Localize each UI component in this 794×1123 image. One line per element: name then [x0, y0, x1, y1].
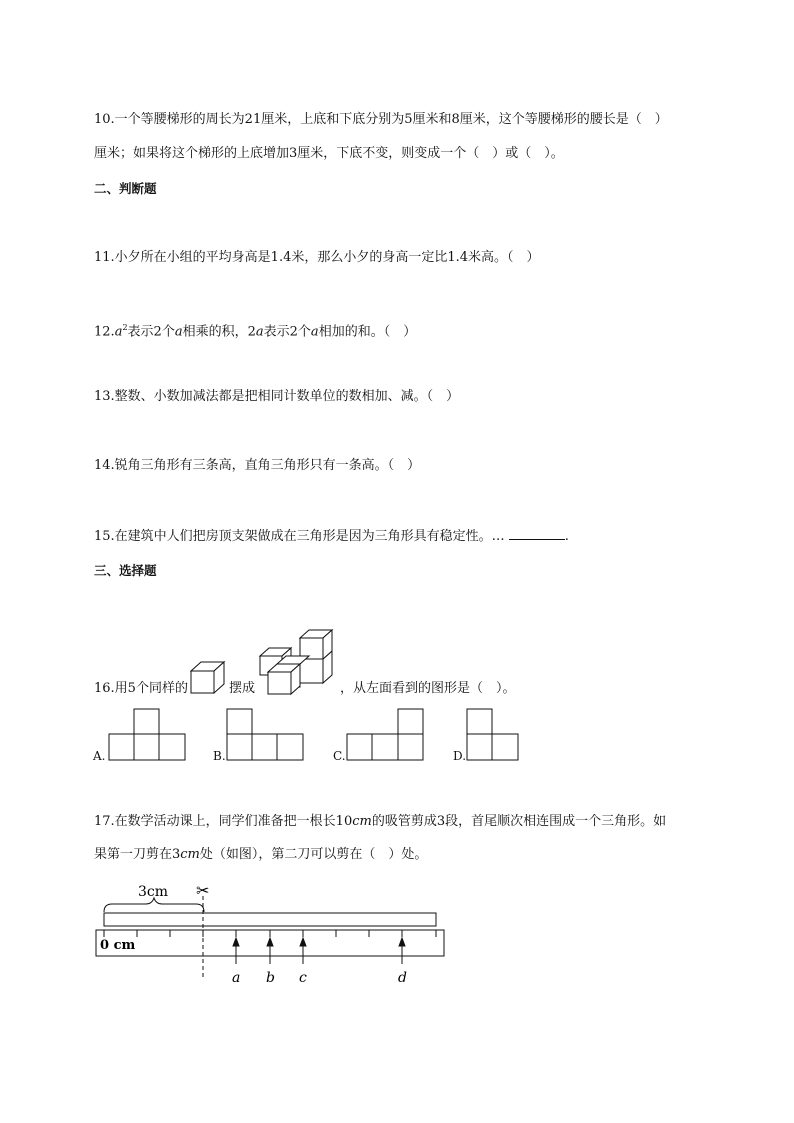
q15-end-mark: . [564, 529, 569, 544]
q12-part4: 相加的和。（ ） [318, 324, 417, 340]
option-d-figure[interactable] [466, 708, 522, 762]
q16-text-part2: 摆成 [229, 681, 256, 696]
q17-line1 [94, 814, 666, 830]
arrow-label-d: d [398, 970, 407, 986]
q17-line1-start: 17.在数学活动课上，同学们准备把一根长10 [94, 814, 353, 829]
q15-answer-blank[interactable] [509, 529, 565, 540]
q11-text: 11.小夕所在小组的平均身高是1.4米，那么小夕的身高一定比1.4米高。（ ） [94, 250, 540, 265]
q10-line1: 10.一个等腰梯形的周长为21厘米，上底和下底分别为5厘米和8厘米，这个等腰梯形的腰长是（ ） [94, 112, 668, 127]
length-brace [104, 898, 204, 912]
q14-text: 14.锐角三角形有三条高，直角三角形只有一条高。（ ） [94, 458, 421, 473]
q17-unit-cm-2: cm [180, 847, 200, 862]
q17-line2 [94, 847, 427, 863]
q12-var-a: a [114, 324, 123, 340]
q10-line2: 厘米；如果将这个梯形的上底增加3厘米，下底不变，则变成一个（ ）或（ ）。 [94, 146, 564, 161]
q12-text [94, 320, 416, 340]
section-3-heading: 三、选择题 [94, 563, 157, 578]
q12-superscript: 2 [122, 323, 128, 332]
section-2-heading: 二、判断题 [94, 181, 157, 196]
q12-part1: 表示2个 [127, 324, 175, 340]
q17-unit-cm: cm [352, 814, 372, 829]
q12-part3: 表示2个 [263, 324, 311, 340]
single-cube-icon [190, 659, 226, 695]
q12-var-a-3: a [255, 324, 264, 340]
cube-stack-figure [258, 629, 336, 695]
straw [104, 913, 436, 926]
q12-part2: 相乘的积，2 [182, 324, 256, 340]
q15-text [94, 529, 569, 545]
q12-var-a-2: a [174, 324, 183, 340]
arrow-label-b: b [266, 970, 275, 986]
option-b-label[interactable]: B. [213, 749, 226, 763]
straw-ruler-figure [90, 876, 450, 988]
q15-statement: 15.在建筑中人们把房顶支架做成在三角形是因为三角形具有稳定性。… [94, 529, 505, 544]
q13-text: 13.整数、小数加减法都是把相同计数单位的数相加、减。（ ） [94, 389, 460, 404]
q17-line2-start: 果第一刀剪在3 [94, 847, 181, 862]
option-a-figure[interactable] [108, 708, 188, 762]
q17-line2-end: 处（如图），第二刀可以剪在（ ）处。 [199, 847, 428, 862]
option-a-label[interactable]: A. [93, 749, 106, 763]
option-d-label[interactable]: D. [453, 749, 467, 763]
option-c-label[interactable]: C. [333, 749, 346, 763]
arrow-label-a: a [232, 970, 241, 986]
q16-text-part1: 16.用5个同样的 [94, 681, 188, 696]
q12-var-a-4: a [310, 324, 319, 340]
ruler-zero-label: 0 cm [100, 938, 136, 953]
q16-text-part3: ，从左面看到的图形是（ ）。 [340, 681, 516, 696]
scissors-icon: ✂ [196, 881, 210, 900]
option-b-figure[interactable] [226, 708, 306, 762]
q12-prefix: 12. [94, 324, 115, 340]
q17-line1-end: 的吸管剪成3段，首尾顺次相连围成一个三角形。如 [371, 814, 667, 829]
option-c-figure[interactable] [346, 708, 426, 762]
brace-label-3cm: 3cm [138, 884, 169, 900]
arrow-label-c: c [299, 970, 307, 986]
